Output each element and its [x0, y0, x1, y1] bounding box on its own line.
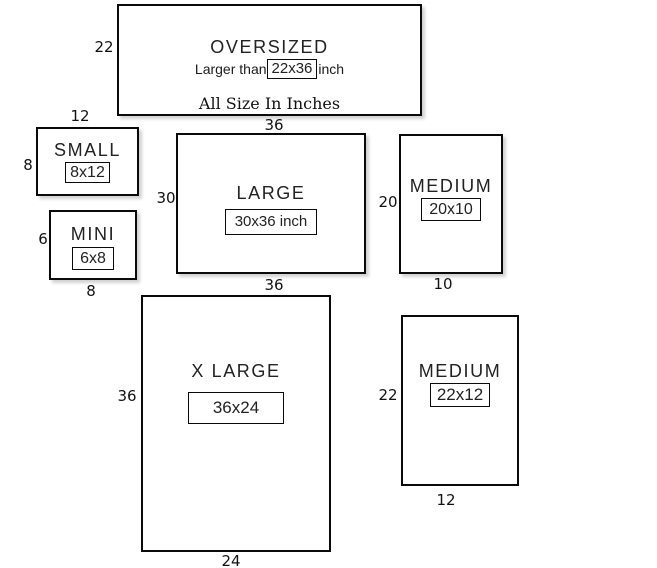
size-label-oversized: OVERSIZED	[210, 37, 329, 57]
dim-xlarge-width: 24	[221, 552, 241, 568]
dim-mini-width: 8	[86, 282, 96, 300]
size-tag-medium-bottom: 22x12	[430, 383, 490, 407]
size-tag-large: 30x36 inch	[225, 209, 318, 235]
all-sizes-note: All Size In Inches	[198, 94, 341, 113]
dim-mini-height: 6	[38, 230, 48, 248]
size-box-large	[176, 133, 366, 274]
size-box-small	[36, 127, 139, 196]
oversized-sub-suffix: inch	[318, 61, 345, 77]
size-label-small: SMALL	[53, 140, 122, 160]
size-label-medium-bottom: MEDIUM	[418, 361, 502, 381]
size-label-xlarge: X LARGE	[191, 361, 281, 381]
dim-medium-bottom-height: 22	[378, 386, 398, 404]
size-box-medium-top	[399, 134, 503, 274]
size-box-medium-bottom	[401, 315, 519, 486]
size-tag-small: 8x12	[65, 162, 110, 183]
dim-large-width-bottom: 36	[264, 276, 284, 294]
dim-large-height: 30	[156, 189, 176, 207]
oversized-subline	[195, 59, 344, 79]
size-box-xlarge	[141, 295, 331, 552]
size-tag-oversized: 22x36	[267, 59, 318, 79]
size-label-medium-top: MEDIUM	[409, 176, 493, 196]
size-tag-mini: 6x8	[72, 247, 114, 270]
dim-xlarge-height: 36	[117, 387, 137, 405]
size-tag-xlarge: 36x24	[188, 392, 284, 424]
dim-oversized-height: 22	[94, 38, 114, 56]
dim-small-height: 8	[23, 156, 33, 174]
size-tag-medium-top: 20x10	[421, 198, 481, 221]
dim-large-width-top: 36	[264, 116, 284, 134]
dim-medium-top-width: 10	[433, 275, 453, 293]
size-label-mini: MINI	[70, 224, 116, 244]
oversized-sub-prefix: Larger than	[194, 61, 267, 77]
size-label-large: LARGE	[236, 183, 306, 203]
size-box-oversized	[117, 4, 422, 116]
size-box-mini	[49, 210, 137, 280]
dim-small-width: 12	[70, 107, 90, 125]
dim-medium-top-height: 20	[378, 193, 398, 211]
dim-medium-bottom-width: 12	[436, 491, 456, 509]
